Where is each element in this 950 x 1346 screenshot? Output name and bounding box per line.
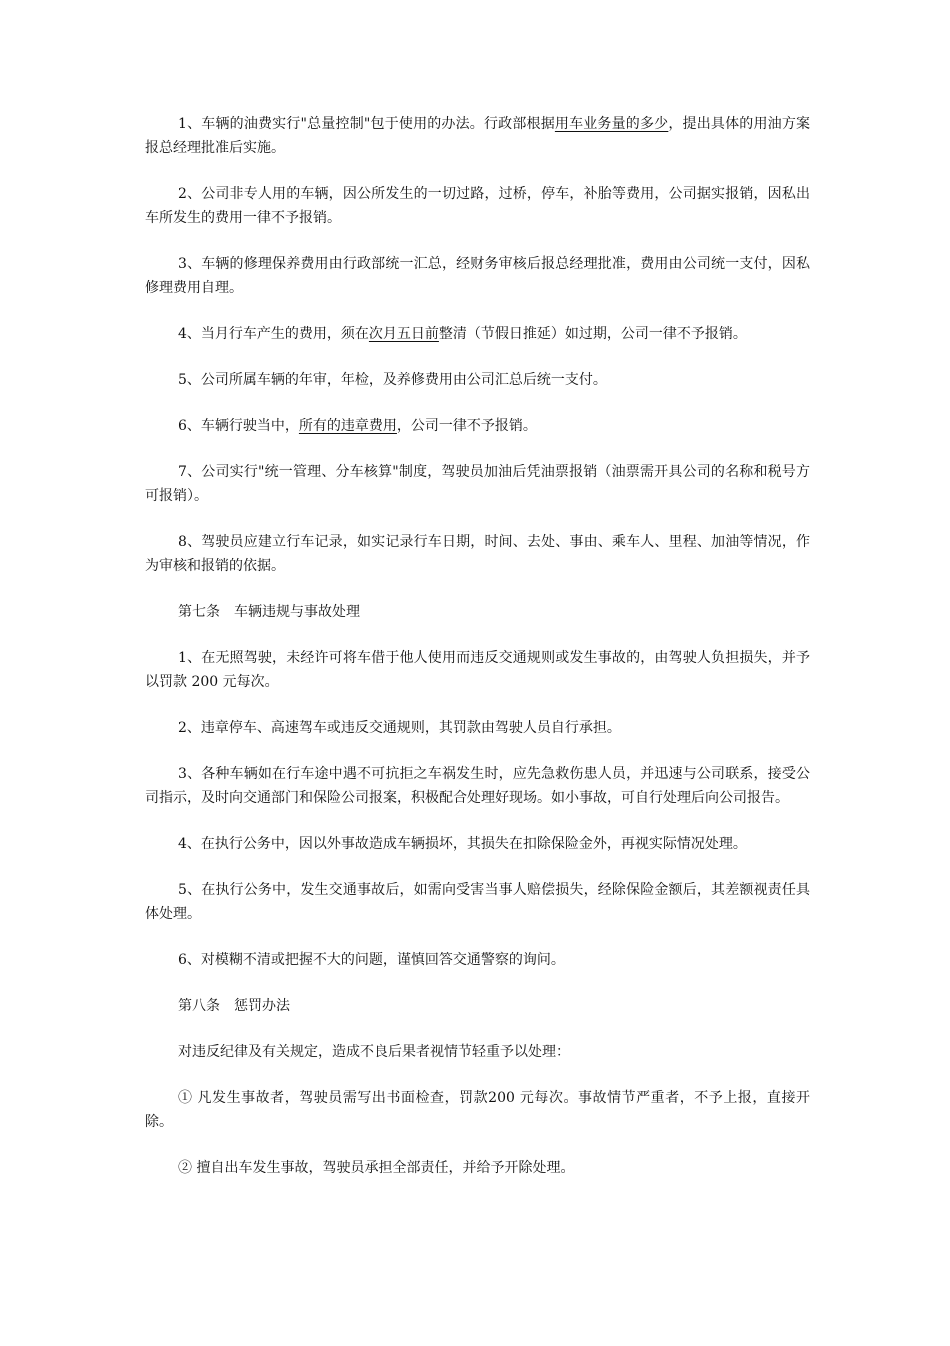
text: 6、车辆行驶当中，	[178, 418, 299, 434]
text: 第八条 惩罚办法	[178, 998, 290, 1014]
text: 3、车辆的修理保养费用由行政部统一汇总，经财务审核后报总经理批准，费用由公司统一支付，因私修理费用自理。	[145, 256, 810, 296]
paragraph-illegal-parking	[145, 716, 810, 740]
text: 2、违章停车、高速驾车或违反交通规则，其罚款由驾驶人员自行承担。	[178, 720, 621, 736]
underlined-text: 所有的违章费用	[298, 418, 397, 434]
text: 5、在执行公务中，发生交通事故后，如需向受害当事人赔偿损失，经除保险金额后，其差额视责任具体处理。	[145, 882, 810, 922]
text: 1、车辆的油费实行"总量控制"包于使用的办法。行政部根据	[178, 116, 555, 132]
paragraph-public-expenses	[145, 182, 810, 230]
text: 7、公司实行"统一管理、分车核算"制度，驾驶员加油后凭油票报销（油票需开具公司的名称和税号方可报销）。	[145, 464, 810, 504]
text: 4、在执行公务中，因以外事故造成车辆损坏，其损失在扣除保险金外，再视实际情况处理。	[178, 836, 747, 852]
paragraph-repair-cost	[145, 252, 810, 300]
paragraph-monthly-settlement	[145, 322, 810, 346]
text: ，提出具体的用油方案报总经理批准后实施。	[145, 116, 810, 156]
paragraph-vehicle-damage	[145, 832, 810, 856]
paragraph-penalty-1	[145, 1086, 810, 1134]
section-heading-article-7	[145, 600, 810, 624]
paragraph-annual-inspection	[145, 368, 810, 392]
paragraph-fuel-cost	[145, 112, 810, 160]
text: 整清（节假日推延）如过期，公司一律不予报销。	[438, 326, 747, 342]
text: 3、各种车辆如在行车途中遇不可抗拒之车祸发生时，应先急救伤患人员，并迅速与公司联系，接受公司指示，及时向交通部门和保险公司报案，积极配合处理好现场。如小事故，可自行处理后向公司报告。	[145, 766, 810, 806]
paragraph-accident-response	[145, 762, 810, 810]
text: 2、公司非专人用的车辆，因公所发生的一切过路，过桥，停车，补胎等费用，公司据实报销，因私出车所发生的费用一律不予报销。	[145, 186, 810, 226]
text: 5、公司所属车辆的年审，年检，及养修费用由公司汇总后统一支付。	[178, 372, 607, 388]
paragraph-unified-management	[145, 460, 810, 508]
text: 8、驾驶员应建立行车记录，如实记录行车日期，时间、去处、事由、乘车人、里程、加油等情况，作为审核和报销的依据。	[145, 534, 810, 574]
paragraph-compensation	[145, 878, 810, 926]
document-body	[145, 112, 810, 1202]
text: 6、对模糊不清或把握不大的问题，谨慎回答交通警察的询问。	[178, 952, 565, 968]
text: 对违反纪律及有关规定，造成不良后果者视情节轻重予以处理：	[178, 1044, 570, 1060]
section-heading-article-8	[145, 994, 810, 1018]
underlined-text: 次月五日前	[368, 326, 439, 342]
paragraph-unlicensed-driving	[145, 646, 810, 694]
text: 第七条 车辆违规与事故处理	[178, 604, 360, 620]
paragraph-penalty-intro	[145, 1040, 810, 1064]
text: 4、当月行车产生的费用，须在	[178, 326, 369, 342]
underlined-text: 用车业务量的多少	[554, 116, 669, 132]
text: ② 擅自出车发生事故，驾驶员承担全部责任，并给予开除处理。	[178, 1160, 575, 1176]
text: ① 凡发生事故者，驾驶员需写出书面检查，罚款200 元每次。事故情节严重者，不予上报，直接开除。	[145, 1090, 810, 1130]
paragraph-driving-log	[145, 530, 810, 578]
paragraph-violation-fees	[145, 414, 810, 438]
text: 1、在无照驾驶，未经许可将车借于他人使用而违反交通规则或发生事故的，由驾驶人负担损失，并予以罚款 200 元每次。	[145, 650, 810, 690]
text: ，公司一律不予报销。	[396, 418, 537, 434]
paragraph-police-inquiry	[145, 948, 810, 972]
paragraph-penalty-2	[145, 1156, 810, 1180]
